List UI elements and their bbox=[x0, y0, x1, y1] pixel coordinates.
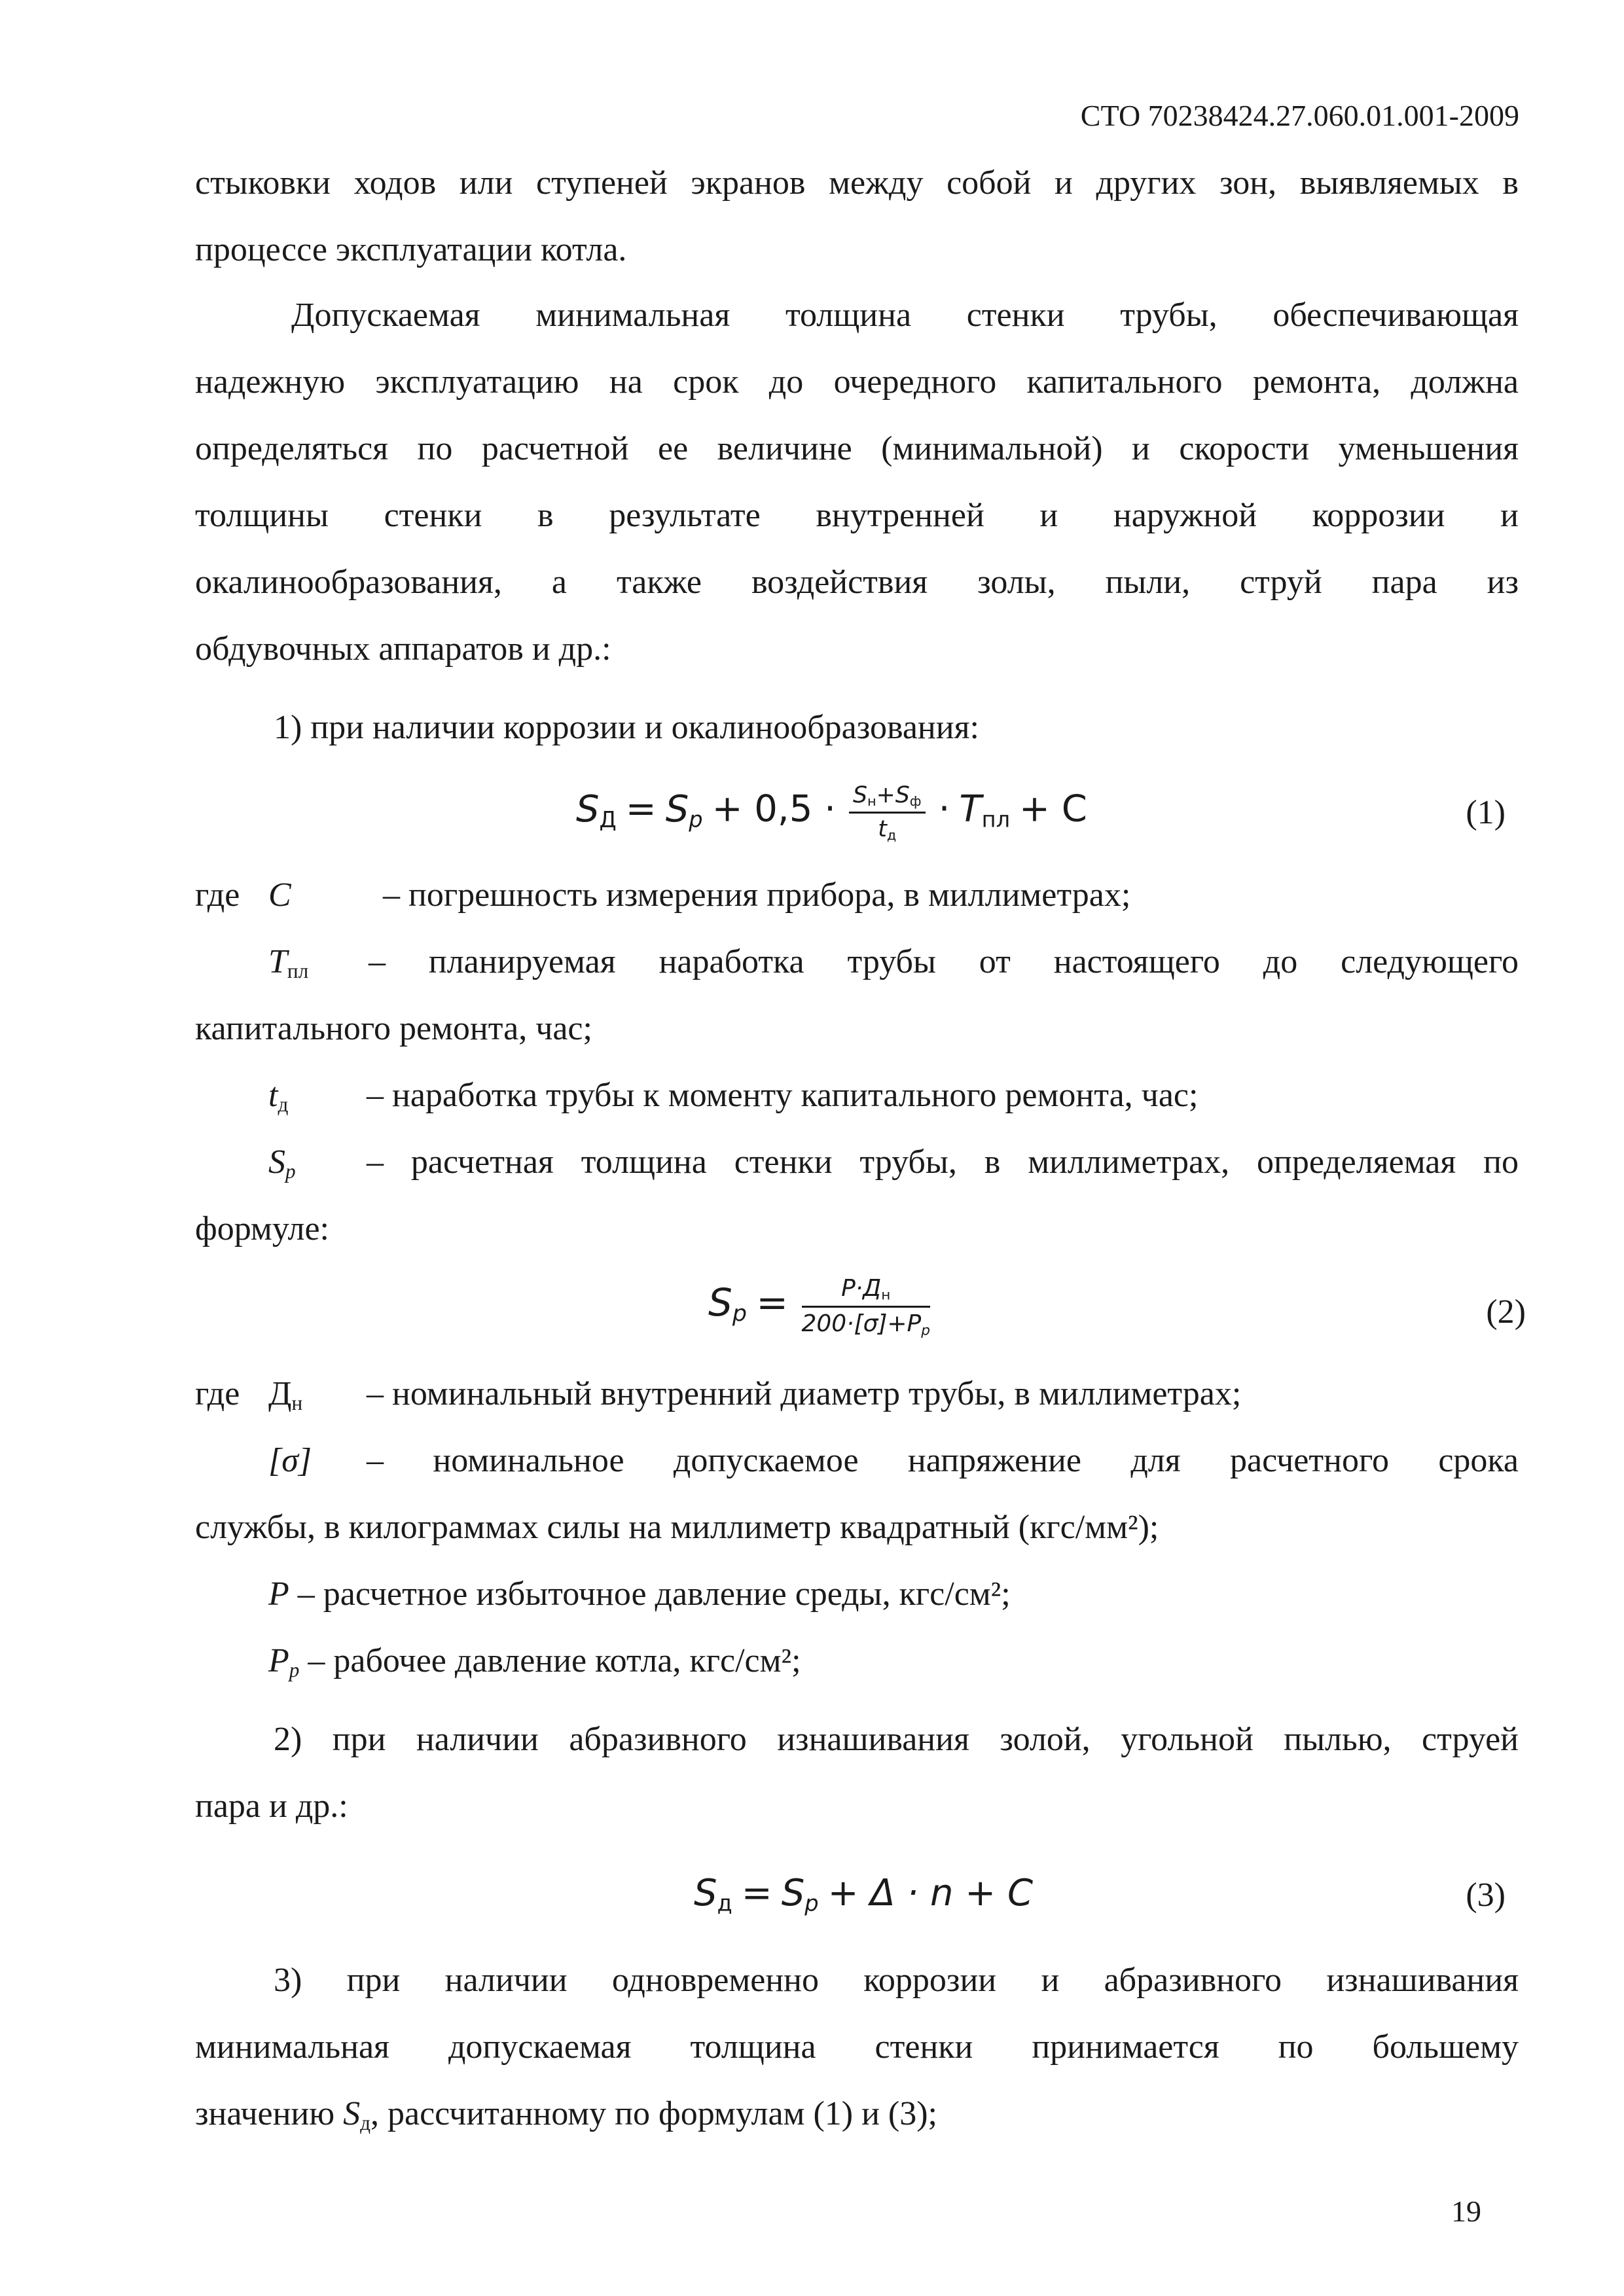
paragraph-2-line-2: надежную эксплуатацию на срок до очередного капитального ремонта, должна bbox=[195, 363, 1519, 401]
paragraph-2-line-1: Допускаемая минимальная толщина стенки трубы, обеспечивающая bbox=[291, 296, 1519, 334]
list-item-3-line-2: минимальная допускаемая толщина стенки принимается по большему bbox=[195, 2028, 1519, 2066]
paragraph-2-line-3: определяться по расчетной ее величине (минимальной) и скорости уменьшения bbox=[195, 430, 1519, 467]
formula-3-sp: $S_p$ bbox=[781, 1872, 819, 1916]
formula-1-t: $T_{пл}$ bbox=[959, 787, 1011, 832]
symbol-td: $t_д$ bbox=[268, 1077, 289, 1116]
where-label-2: где bbox=[195, 1375, 240, 1412]
formula-2-equals: = bbox=[756, 1280, 789, 1325]
symbol-sigma: [σ] bbox=[268, 1442, 312, 1479]
definition-sigma: – номинальное допускаемое напряжение для расчетного срока bbox=[367, 1442, 1519, 1479]
symbol-c: C bbox=[268, 876, 291, 914]
paragraph-2-line-6: обдувочных аппаратов и др.: bbox=[195, 630, 611, 668]
page-number: 19 bbox=[1451, 2195, 1481, 2228]
formula-1-lhs: $S_Д$ bbox=[576, 787, 617, 832]
definition-td: – наработка трубы к моменту капитального ремонта, час; bbox=[367, 1077, 1199, 1114]
definition-p: P – расчетное избыточное давление среды, кгс/см²; bbox=[268, 1575, 1011, 1613]
formula-2-fraction: $\frac{P\cdot Д_н}{200\cdot[\sigma]+P_p}$ bbox=[801, 1275, 930, 1339]
formula-1-sp: $S_p$ bbox=[665, 787, 703, 832]
list-item-3-line-1: 3) при наличии одновременно коррозии и абразивного изнашивания bbox=[274, 1962, 1519, 1999]
definition-sp-line-2: формуле: bbox=[195, 1210, 330, 1247]
formula-1-tail: + C bbox=[1019, 787, 1087, 831]
definition-pp: $P_p$ – рабочее давление котла, кгс/см²; bbox=[268, 1642, 801, 1681]
definition-sp: – расчетная толщина стенки трубы, в миллиметрах, определяемая по bbox=[367, 1143, 1519, 1181]
list-item-2-line-1: 2) при наличии абразивного изнашивания золой, угольной пылью, струей bbox=[274, 1721, 1519, 1758]
symbol-pp: $P_p$ bbox=[268, 1642, 300, 1681]
definition-tpl: – планируемая наработка трубы от настоящего до следующего bbox=[369, 943, 1519, 980]
list-item-3-line-3: значению $S_д$, рассчитанному по формулам (1) и (3); bbox=[195, 2095, 938, 2134]
formula-3-lhs: $S_д$ bbox=[694, 1872, 732, 1916]
symbol-sp: $S_p$ bbox=[268, 1143, 296, 1183]
symbol-sd: $S_д$ bbox=[343, 2095, 370, 2134]
paragraph-1-line-1: стыковки ходов или ступеней экранов между собой и других зон, выявляемых в bbox=[195, 164, 1519, 202]
formula-3-rest: + Δ · n + C bbox=[827, 1872, 1034, 1914]
formula-1-number: (1) bbox=[1466, 794, 1506, 831]
symbol-p: P bbox=[268, 1575, 289, 1613]
symbol-dn: $Д_н$ bbox=[268, 1375, 303, 1414]
definition-c: – погрешность измерения прибора, в миллиметрах; bbox=[383, 876, 1131, 914]
formula-1-fraction: $\frac{S_н+S_ф}{t_д}$ bbox=[849, 782, 926, 843]
formula-3 bbox=[694, 1872, 1033, 1916]
paragraph-1-line-2: процессе эксплуатации котла. bbox=[195, 231, 627, 268]
paragraph-2-line-4: толщины стенки в результате внутренней и наружной коррозии и bbox=[195, 497, 1519, 534]
formula-2 bbox=[708, 1275, 934, 1339]
definition-sigma-line-2: службы, в килограммах силы на миллиметр квадратный (кгс/мм²); bbox=[195, 1509, 1159, 1546]
definition-dn: – номинальный внутренний диаметр трубы, в миллиметрах; bbox=[367, 1375, 1242, 1412]
definition-tpl-line-2: капитального ремонта, час; bbox=[195, 1010, 592, 1047]
list-item-1: 1) при наличии коррозии и окалинообразования: bbox=[274, 709, 979, 746]
formula-1-equals: = bbox=[625, 787, 657, 831]
formula-1-dot: · bbox=[938, 787, 950, 831]
document-code: СТО 70238424.27.060.01.001-2009 bbox=[1080, 99, 1519, 132]
formula-1 bbox=[576, 782, 1087, 843]
formula-2-lhs: $S_p$ bbox=[708, 1280, 747, 1327]
formula-1-coefficient: + 0,5 · bbox=[712, 787, 836, 831]
paragraph-2-line-5: окалинообразования, а также воздействия золы, пыли, струй пара из bbox=[195, 564, 1519, 601]
formula-3-number: (3) bbox=[1466, 1876, 1506, 1914]
symbol-tpl: $T_{пл}$ bbox=[268, 943, 309, 982]
formula-2-number: (2) bbox=[1486, 1293, 1526, 1331]
where-label-1: где bbox=[195, 876, 240, 914]
list-item-2-line-2: пара и др.: bbox=[195, 1787, 348, 1825]
formula-3-equals: = bbox=[741, 1872, 772, 1914]
